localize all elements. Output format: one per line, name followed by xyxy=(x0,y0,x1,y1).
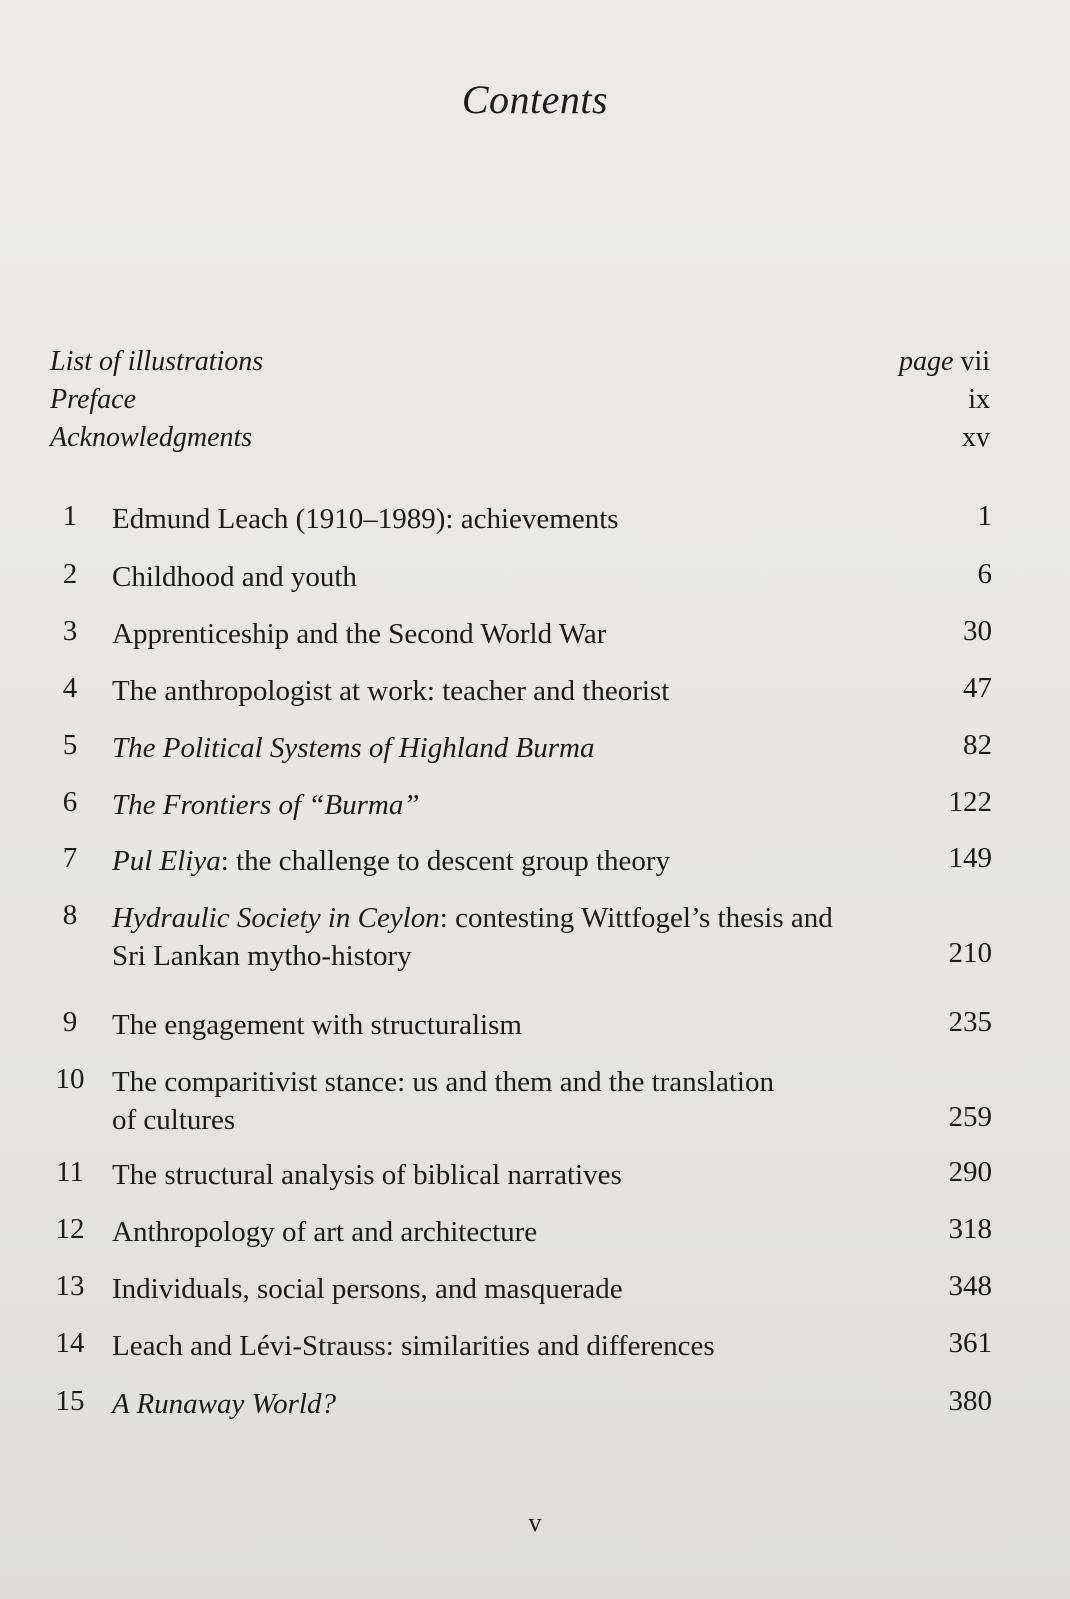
chapter-title-roman: The engagement with structuralism xyxy=(112,1009,522,1041)
chapter-page-number: 235 xyxy=(948,1006,992,1038)
chapter-page-number: 6 xyxy=(977,558,992,590)
chapter-number: 11 xyxy=(56,1156,84,1188)
chapter-title-roman: The comparitivist stance: us and them and the translation xyxy=(112,1066,774,1098)
chapter-title xyxy=(112,786,872,824)
chapter-title-roman: Anthropology of art and architecture xyxy=(112,1216,538,1248)
chapter-title xyxy=(112,1156,872,1194)
chapter-title xyxy=(112,899,872,975)
chapter-number: 3 xyxy=(62,615,78,647)
chapter-number: 2 xyxy=(62,558,78,590)
front-matter-entry xyxy=(50,346,990,378)
front-matter-entry xyxy=(50,384,990,416)
chapter-number: 4 xyxy=(62,672,78,704)
chapter-number: 14 xyxy=(55,1327,85,1359)
chapter-title xyxy=(112,842,872,880)
chapter-title-roman: Childhood and youth xyxy=(112,561,357,593)
chapter-title-italic: The Political Systems of Highland Burma xyxy=(112,732,595,764)
chapter-number: 9 xyxy=(62,1006,78,1038)
entry-page-number: vii xyxy=(960,346,990,377)
chapter-page-number: 47 xyxy=(963,672,992,704)
front-matter-entry xyxy=(50,422,990,454)
chapter-title xyxy=(112,729,872,767)
chapter-number: 15 xyxy=(55,1385,85,1417)
chapter-title-roman: Apprenticeship and the Second World War xyxy=(112,618,607,650)
chapter-title-roman: : the challenge to descent group theory xyxy=(220,845,671,877)
chapter-number: 1 xyxy=(62,500,78,532)
chapter-title-roman: The anthropologist at work: teacher and theorist xyxy=(112,675,670,707)
page-prefix: page xyxy=(899,346,954,377)
chapter-title-continuation: Sri Lankan mytho-history xyxy=(112,940,412,972)
chapter-title-roman: Edmund Leach (1910–1989): achievements xyxy=(112,503,619,535)
chapter-title-italic: Pul Eliya xyxy=(112,845,221,877)
entry-page-number: ix xyxy=(968,384,990,415)
entry-page xyxy=(899,346,990,378)
chapter-page-number: 122 xyxy=(948,786,992,818)
page-number: v xyxy=(528,1508,542,1537)
chapter-title-roman: Individuals, social persons, and masquerade xyxy=(112,1273,623,1305)
chapter-title xyxy=(112,1213,872,1251)
chapter-title-roman: Leach and Lévi-Strauss: similarities and differences xyxy=(112,1330,715,1362)
chapter-number: 7 xyxy=(62,842,78,874)
chapter-page-number: 149 xyxy=(948,842,992,874)
chapter-title-italic: A Runaway World? xyxy=(112,1388,336,1420)
entry-title: List of illustrations xyxy=(50,346,264,377)
chapter-title xyxy=(112,1385,872,1423)
chapter-page-number: 1 xyxy=(977,500,992,532)
chapter-page-number: 290 xyxy=(948,1156,992,1188)
chapter-number: 13 xyxy=(55,1270,85,1302)
chapter-title-roman: The structural analysis of biblical narratives xyxy=(112,1159,622,1191)
chapter-number: 10 xyxy=(55,1063,85,1095)
chapter-title-italic: The Frontiers of “Burma” xyxy=(112,789,420,821)
chapter-title xyxy=(112,672,872,710)
chapter-number: 12 xyxy=(55,1213,85,1245)
entry-page-number: xv xyxy=(962,422,990,453)
chapter-number: 8 xyxy=(62,899,78,931)
chapter-title xyxy=(112,558,872,596)
chapter-title xyxy=(112,1063,872,1139)
chapter-page-number: 318 xyxy=(948,1213,992,1245)
chapter-title-continuation: of cultures xyxy=(112,1104,236,1136)
chapter-title xyxy=(112,1270,872,1308)
page-title: Contents xyxy=(461,77,609,122)
chapter-number: 6 xyxy=(62,786,78,818)
chapter-title xyxy=(112,500,872,538)
entry-title: Preface xyxy=(50,384,137,415)
chapter-page-number: 259 xyxy=(948,1101,992,1133)
chapter-page-number: 30 xyxy=(963,615,992,647)
chapter-title-italic: Hydraulic Society in Ceylon xyxy=(112,902,440,934)
chapter-page-number: 380 xyxy=(948,1385,992,1417)
chapter-title xyxy=(112,615,872,653)
chapter-page-number: 210 xyxy=(948,937,992,969)
entry-title: Acknowledgments xyxy=(50,422,253,453)
chapter-page-number: 82 xyxy=(963,729,992,761)
chapter-page-number: 361 xyxy=(948,1327,992,1359)
chapter-number: 5 xyxy=(62,729,78,761)
chapter-title xyxy=(112,1327,872,1365)
chapter-page-number: 348 xyxy=(948,1270,992,1302)
chapter-title xyxy=(112,1006,872,1044)
chapter-title-roman: : contesting Wittfogel’s thesis and xyxy=(439,902,833,934)
